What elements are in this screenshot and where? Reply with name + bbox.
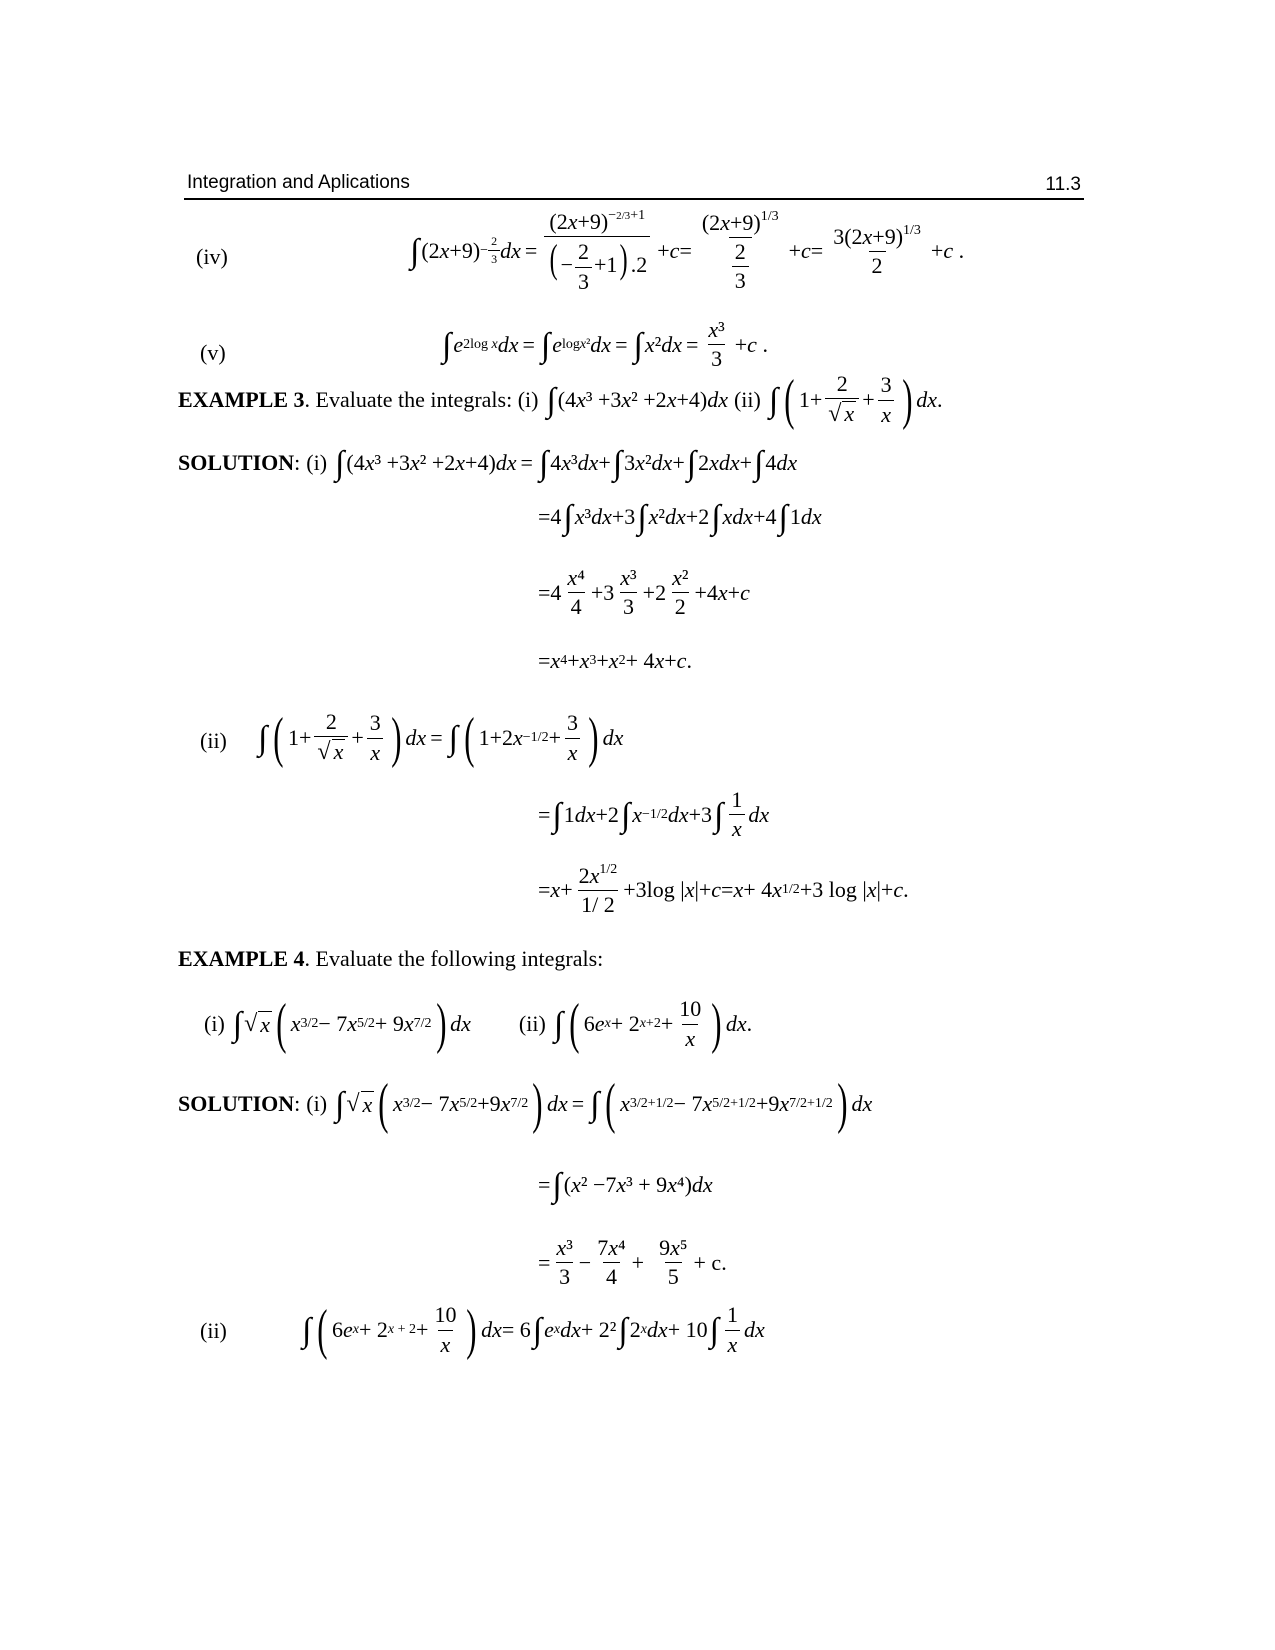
solution-colon: : [294, 450, 301, 475]
solution-4-line-3: = x³ 3 − 7x⁴ 4 + 9x⁵ 5 + c. [538, 1235, 727, 1290]
solution-part-i: (i) [306, 450, 328, 475]
example-4-part-i: (i) [204, 1011, 225, 1036]
solution-3-line-3: =4 x⁴ 4 +3 x³ 3 +2 x² 2 +4 x + c [538, 565, 750, 620]
example-4-text: . Evaluate the following integrals: [304, 946, 604, 971]
page-header [184, 168, 1084, 200]
solution-4-line-2: = ∫ ( x ² −7 x ³ + 9 x ⁴) dx [538, 1167, 713, 1204]
example-4-part-ii: (ii) [518, 1011, 546, 1036]
chapter-title: Integration and Aplications [187, 172, 410, 193]
solution-3-ii-line-3: = x + $2x^{1/2}$ 1/ 2 +3log | x |+ c = x + 4 x 1/2 +3 log | x |+ c . [538, 862, 909, 918]
part-label-ex3-ii: (ii) [200, 728, 227, 753]
example-3-text: . Evaluate the integrals: (i) [304, 387, 539, 412]
equation-v: ∫ e 2log x dx = ∫ e logx² dx = ∫ x ² dx = $\frac{\text{x³}}{3}$ +c . [442, 317, 768, 372]
example-3-statement: EXAMPLE 3 . Evaluate the integrals: (i) ∫ (4 x ³ +3 x ² +2 x +4) dx (ii) ∫ ( 1+ 2 √ x + 3 x ) dx . [178, 369, 943, 431]
solution-4-part-i: (i) [306, 1091, 328, 1116]
solution-3-line-2: =4 ∫ x ³ dx +3 ∫ x ² dx +2 ∫ xdx +4 ∫ 1 dx [538, 499, 822, 536]
solution-label: SOLUTION [178, 450, 295, 475]
example-3-part-ii: (ii) [733, 387, 761, 412]
solution-4-ii-line-1: ∫ ( 6 e x + 2 x + 2 + 10 x ) dx = 6 ∫ e x dx + 2² ∫ 2 x dx + 10 ∫ 1 x dx [302, 1299, 765, 1361]
solution-3-line-1: SOLUTION : (i) ∫ (4 x ³ +3 x ² +2 x +4) dx = ∫ 4 x ³ dx + ∫ 3 x ² dx + ∫ 2 xdx + ∫ 4 dx [178, 445, 798, 482]
part-label-iv: (iv) [196, 244, 228, 269]
solution-3-ii-line-1: ∫ ( 1+ 2 √ x + 3 x ) dx = ∫ ( 1+2 x −1/2 + 3 x ) dx [258, 707, 624, 769]
example-4-title: EXAMPLE 4 [178, 946, 305, 971]
example-3-title: EXAMPLE 3 [178, 387, 305, 412]
part-label-ex4-ii: (ii) [200, 1318, 227, 1343]
solution-4-colon: : [294, 1091, 301, 1116]
equation-iv: ∫ (2 x +9) − $\frac{2}{3}$ dx = $(2x+9)^{-2/3+1}$ ( − $\frac{2}{3}$ +1) .2 +c= $\frac{(2x+9)^{1/3}}{\frac{2}{3}}$ +c= $\frac{3(2x+9)^{1/3}}{2}$ +c . [410, 208, 965, 294]
solution-4-line-1: SOLUTION : (i) ∫ √ x ( x 3/2 − 7 x 5/2 +9 x 7/2 ) dx = ∫ ( x 3/2+1/2 − 7 x 5/2+1/2 +9 x 7/2+1/2 ) dx [178, 1073, 873, 1135]
part-label-v: (v) [200, 340, 226, 365]
example-4-integrals: (i) ∫ √ x ( x 3/2 − 7 x 5/2 + 9 x 7/2 ) dx (ii) ∫ ( 6 e x + 2 x+2 + 10 x ) dx . [204, 993, 753, 1055]
solution-3-ii-line-2: = ∫ 1 dx +2 ∫ x −1/2 dx +3 ∫ 1 x dx [538, 787, 770, 842]
page-number: 11.3 [1045, 174, 1081, 195]
solution-4-label: SOLUTION [178, 1091, 295, 1116]
example-4-statement [178, 946, 603, 972]
solution-3-line-4: = x 4 + x 3 + x 2 + 4 x + c . [538, 648, 692, 673]
